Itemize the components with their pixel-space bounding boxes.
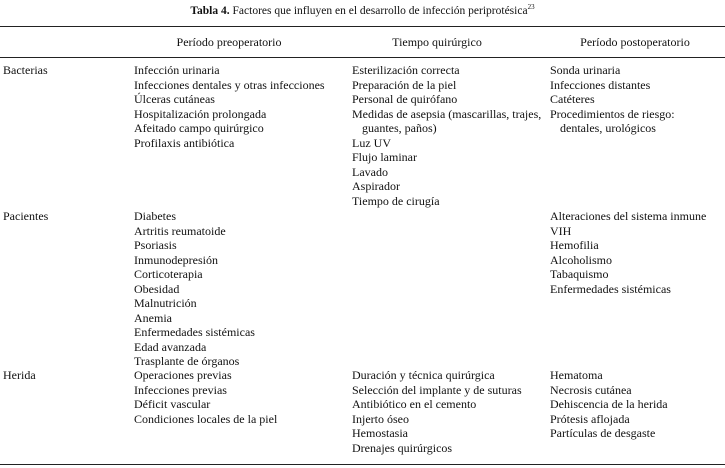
header-rule [0,57,725,58]
list-item: Afeitado campo quirúrgico [134,121,264,135]
list-item: Prótesis aflojada [550,411,630,426]
row-label-herida: Herida [3,368,36,382]
cell-pacientes-preoperatorio [134,209,344,369]
list-item: Enfermedades sistémicas [134,325,255,339]
column-header-tiempo-quirurgico: Tiempo quirúrgico [392,35,482,49]
reference-superscript: 23 [527,3,535,12]
list-item: Obesidad [134,281,180,296]
list-item: Infección urinaria [134,63,220,77]
table-number: Tabla 4. [190,5,230,17]
list-item: Profilaxis antibiótica [134,135,235,150]
row-label-pacientes: Pacientes [3,209,49,223]
list-item: Condiciones locales de la piel [134,411,278,426]
top-rule [0,26,725,27]
list-item: Drenajes quirúrgicos [352,440,453,455]
list-item: Necrosis cutánea [550,382,632,397]
list-item: Déficit vascular [134,397,211,411]
table-caption [0,4,725,18]
list-item: Artritis reumatoide [134,223,226,238]
cell-bacterias-preoperatorio [134,63,344,150]
cell-bacterias-tiempo-quirurgico [352,63,542,208]
list-item: Infecciones distantes [550,77,651,92]
list-item: VIH [550,223,572,238]
list-item: Infecciones dentales y otras infecciones [134,77,325,92]
list-item: Sonda urinaria [550,63,621,77]
row-label-bacterias: Bacterias [3,63,48,77]
list-item: Corticoterapia [134,267,203,281]
list-item: Selección del implante y de suturas [352,382,522,397]
list-item: Duración y técnica quirúrgica [352,368,495,382]
list-item: Edad avanzada [134,339,207,354]
list-item: Alteraciones del sistema inmune [550,209,707,223]
cell-herida-tiempo-quirurgico [352,368,542,455]
list-item: Hemofilia [550,238,599,252]
list-item: Hemostasia [352,426,408,440]
list-item: Psoriasis [134,238,177,252]
table-title: Factores que influyen en el desarrollo de infección periprotésica [229,5,528,17]
list-item: Hospitalización prolongada [134,106,267,121]
bottom-rule [0,464,725,465]
list-item: Anemia [134,310,172,325]
list-item: Operaciones previas [134,368,232,382]
list-item: Injerto óseo [352,411,409,426]
column-header-postoperatorio: Período postoperatorio [580,35,690,49]
list-item: Infecciones previas [134,382,227,397]
list-item: Tabaquismo [550,267,609,281]
list-item: Enfermedades sistémicas [550,281,671,296]
list-item: Preparación de la piel [352,77,457,92]
list-item: Aspirador [352,179,400,193]
cell-herida-preoperatorio [134,368,344,426]
list-item: Diabetes [134,209,176,223]
list-item: Partículas de desgaste [550,426,656,440]
list-item: Personal de quirófano [352,92,458,106]
list-item: Procedimientos de riesgo: dentales, urológicos [550,106,675,135]
cell-herida-postoperatorio [550,368,718,441]
list-item: Malnutrición [134,296,197,310]
list-item: Medidas de asepsia (mascarillas, trajes, guantes, paños) [352,106,542,135]
list-item: Úlceras cutáneas [134,92,215,106]
list-item: Dehiscencia de la herida [550,397,668,411]
list-item: Esterilización correcta [352,63,460,77]
list-item: Trasplante de órganos [134,354,240,368]
cell-pacientes-postoperatorio [550,209,718,296]
cell-bacterias-postoperatorio [550,63,718,136]
list-item: Inmunodepresión [134,252,218,267]
list-item: Luz UV [352,135,391,150]
list-item: Alcoholismo [550,252,612,267]
list-item: Lavado [352,164,388,179]
column-header-preoperatorio: Período preoperatorio [176,35,282,49]
list-item: Antibiótico en el cemento [352,397,477,411]
list-item: Tiempo de cirugía [352,193,440,208]
list-item: Hematoma [550,368,603,382]
list-item: Flujo laminar [352,150,417,164]
list-item: Catéteres [550,92,595,106]
